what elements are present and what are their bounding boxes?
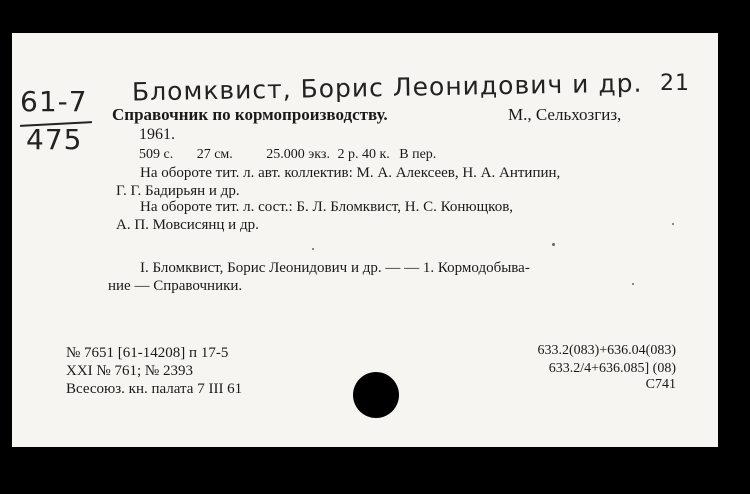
classification-1: 633.2(083)+636.04(083): [537, 343, 676, 358]
tracing-line2: ние — Справочники.: [108, 278, 243, 294]
print-run: 25.000 экз.: [266, 147, 330, 162]
size: 27 см.: [196, 147, 233, 162]
pages: 509 с.: [139, 147, 174, 162]
author-mark: C741: [645, 377, 676, 392]
tracing-line1: I. Бломквист, Борис Леонидович и др. — — 1. Кормодобыва-: [140, 260, 530, 276]
punch-hole: [353, 372, 399, 418]
note-compilers-line2: А. П. Мовсисянц и др.: [116, 217, 259, 233]
speck: [552, 243, 555, 246]
registry-number: № 7651 [61-14208] п 17-5: [66, 345, 229, 361]
speck: [632, 283, 634, 285]
classification-2: 633.2/4+636.085] (08): [548, 361, 676, 376]
note-authors-line2: Г. Г. Бадирьян и др.: [116, 183, 240, 199]
year: 1961.: [139, 126, 175, 143]
speck: [672, 223, 674, 225]
publisher: М., Сельхозгиз,: [508, 105, 622, 124]
registry-series: XXI № 761; № 2393: [66, 363, 193, 379]
handwritten-index: 21: [660, 71, 690, 96]
speck: [312, 248, 314, 250]
note-authors-line1: На обороте тит. л. авт. коллектив: М. А. Алексеев, Н. А. Антипин,: [140, 165, 561, 181]
shelf-mark-top: 61-7: [20, 85, 88, 118]
book-chamber: Всесоюз. кн. палата 7 III 61: [66, 381, 243, 397]
title-line: [112, 105, 622, 125]
price: 2 р. 40 к.: [337, 147, 390, 162]
book-title: Справочник по кормопроизводству.: [112, 105, 388, 124]
binding: В пер.: [399, 147, 437, 162]
note-compilers-line1: На обороте тит. л. сост.: Б. Л. Бломквист, Н. С. Конющков,: [140, 199, 514, 215]
handwritten-heading: Бломквист, Борис Леонидович и др.: [131, 68, 643, 107]
shelf-mark-bottom: 475: [26, 123, 83, 156]
physical-description: [139, 147, 436, 163]
